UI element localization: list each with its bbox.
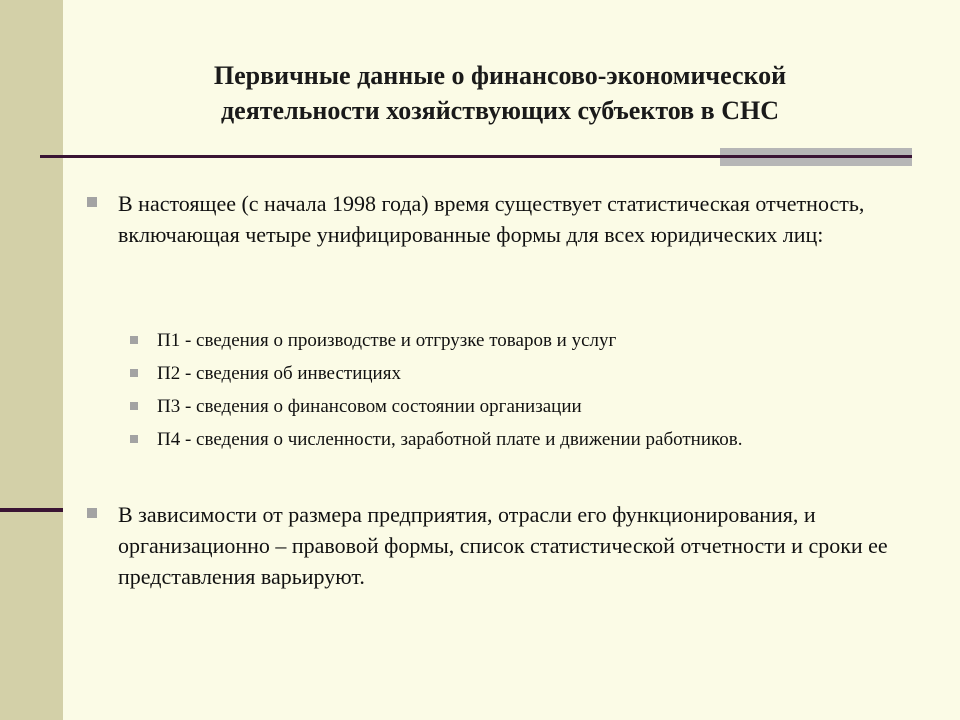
square-bullet-icon [87,508,97,518]
forms-list [157,324,927,456]
list-item-text: П4 - сведения о численности, заработной плате и движении работников. [157,429,743,450]
square-bullet-icon [130,369,138,377]
bullet-paragraph-1: В настоящее (с начала 1998 года) время существует статистическая отчетность, включающая четыре унифицированные формы для всех юридических лиц: [118,191,865,247]
list-item [157,390,927,423]
list-item-text: П3 - сведения о финансовом состоянии организации [157,396,582,417]
band-divider [0,508,63,512]
list-item [157,357,927,390]
square-bullet-icon [87,197,97,207]
list-item [157,423,927,456]
square-bullet-icon [130,435,138,443]
title-line-2: деятельности хозяйствующих субъектов в СНС [221,96,779,125]
list-item-text: П1 - сведения о производстве и отгрузке товаров и услуг [157,330,617,351]
square-bullet-icon [130,402,138,410]
slide-title [70,58,930,128]
list-item [157,324,927,357]
title-line-1: Первичные данные о финансово-экономической [213,61,787,90]
list-item-text: П2 - сведения об инвестициях [157,363,401,384]
square-bullet-icon [130,336,138,344]
bullet-paragraph-2: В зависимости от размера предприятия, отрасли его функционирования, и организационно – правовой формы, список статистической отчетности и сроки ее представления варьируют. [118,502,888,589]
left-decorative-band [0,0,63,720]
title-accent-line [720,155,912,158]
